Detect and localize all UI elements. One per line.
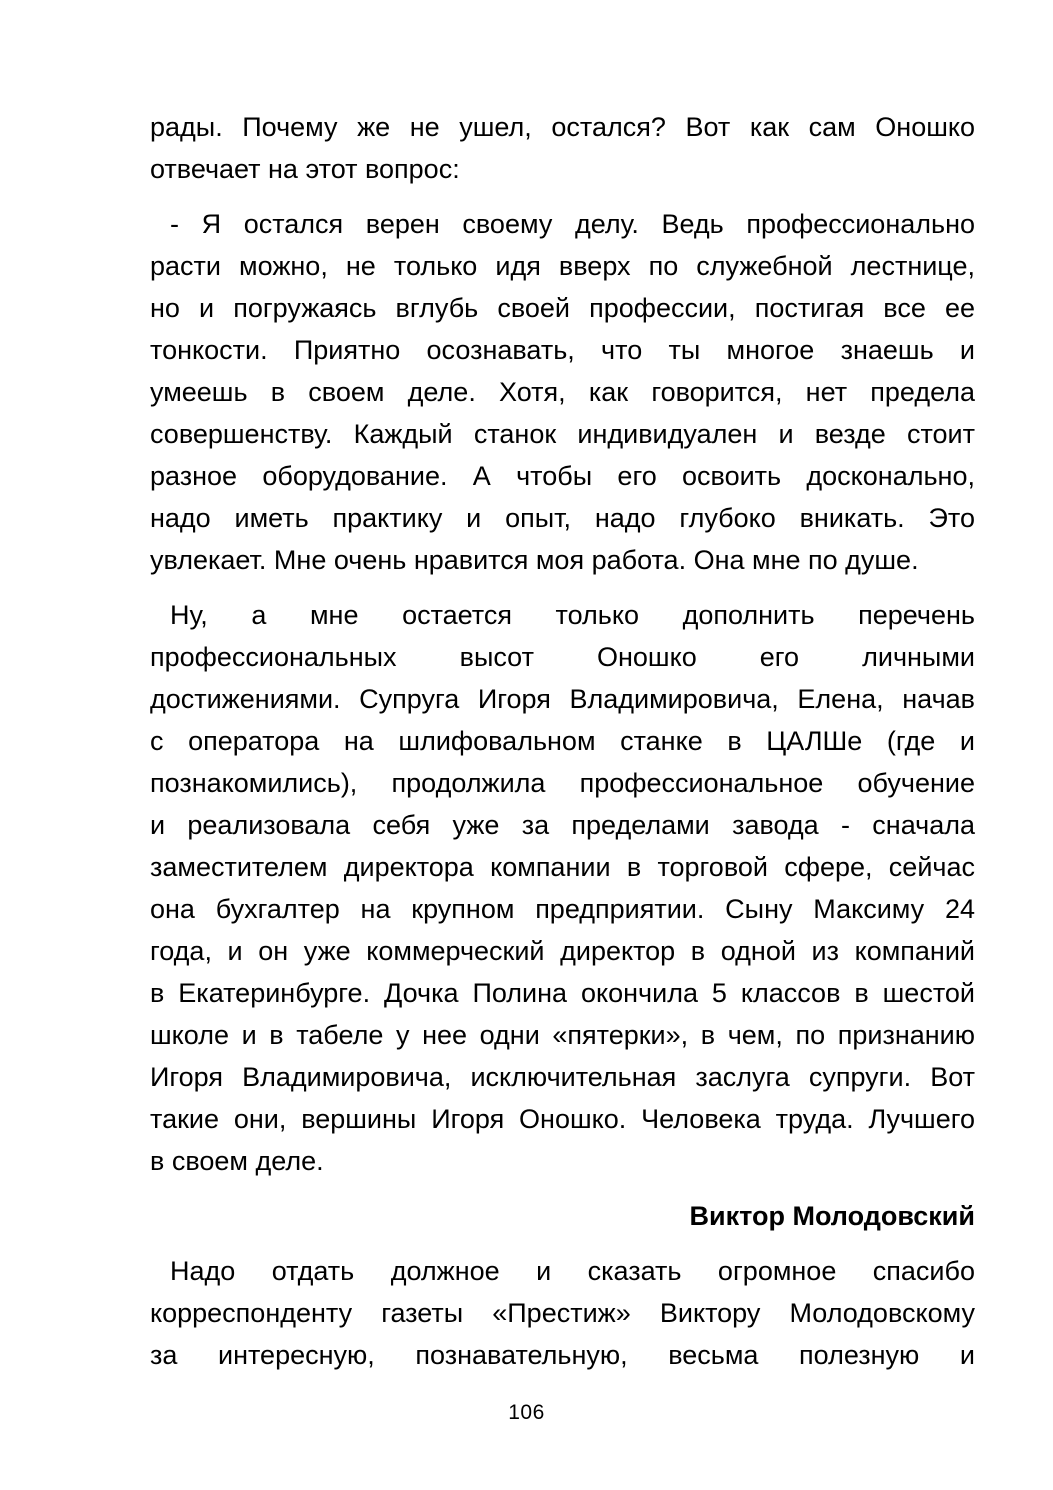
text-line: года, и он уже коммерческий директор в одной из компаний xyxy=(150,936,975,966)
author-signature xyxy=(150,1195,975,1237)
paragraph xyxy=(150,1250,975,1376)
text-line: совершенству. Каждый станок индивидуален и везде стоит xyxy=(150,419,975,449)
text-line: тонкости. Приятно осознавать, что ты многое знаешь и xyxy=(150,335,975,365)
text-line: Надо отдать должное и сказать огромное спасибо xyxy=(170,1256,975,1286)
text-line: но и погружаясь вглубь своей профессии, постигая все ее xyxy=(150,293,975,323)
text-line: профессиональных высот Оношко его личными xyxy=(150,642,975,672)
text-line: школе и в табеле у нее одни «пятерки», в чем, по признанию xyxy=(150,1020,975,1050)
text-line: корреспонденту газеты «Престиж» Виктору Молодовскому xyxy=(150,1298,975,1328)
text-line: отвечает на этот вопрос: xyxy=(150,154,460,184)
text-line: она бухгалтер на крупном предприятии. Сыну Максиму 24 xyxy=(150,894,975,924)
text-line: с оператора на шлифовальном станке в ЦАЛШе (где и xyxy=(150,726,975,756)
text-line: за интересную, познавательную, весьма полезную и xyxy=(150,1340,975,1370)
text-line: заместителем директора компании в торговой сфере, сейчас xyxy=(150,852,975,882)
text-line: Ну, а мне остается только дополнить перечень xyxy=(170,600,975,630)
text-line: в Екатеринбурге. Дочка Полина окончила 5 классов в шестой xyxy=(150,978,975,1008)
paragraph xyxy=(150,203,975,581)
text-line: надо иметь практику и опыт, надо глубоко вникать. Это xyxy=(150,503,975,533)
paragraph xyxy=(150,106,975,190)
text-line: увлекает. Мне очень нравится моя работа. Она мне по душе. xyxy=(150,545,919,575)
text-line: в своем деле. xyxy=(150,1146,324,1176)
paragraph xyxy=(150,594,975,1182)
signature-line: Виктор Молодовский xyxy=(689,1201,975,1231)
text-line: - Я остался верен своему делу. Ведь профессионально xyxy=(170,209,975,239)
text-line: разное оборудование. А чтобы его освоить досконально, xyxy=(150,461,975,491)
text-line: рады. Почему же не ушел, остался? Вот как сам Оношко xyxy=(150,112,975,142)
text-line: умеешь в своем деле. Хотя, как говорится, нет предела xyxy=(150,377,975,407)
text-line: достижениями. Супруга Игоря Владимировича, Елена, начав xyxy=(150,684,975,714)
page-number: 106 xyxy=(508,1401,545,1424)
text-block xyxy=(150,106,975,1389)
text-line: Игоря Владимировича, исключительная заслуга супруги. Вот xyxy=(150,1062,975,1092)
text-line: и реализовала себя уже за пределами завода - сначала xyxy=(150,810,975,840)
text-line: познакомились), продолжила профессиональное обучение xyxy=(150,768,975,798)
text-line: расти можно, не только идя вверх по служебной лестнице, xyxy=(150,251,975,281)
text-line: такие они, вершины Игоря Оношко. Человека труда. Лучшего xyxy=(150,1104,975,1134)
